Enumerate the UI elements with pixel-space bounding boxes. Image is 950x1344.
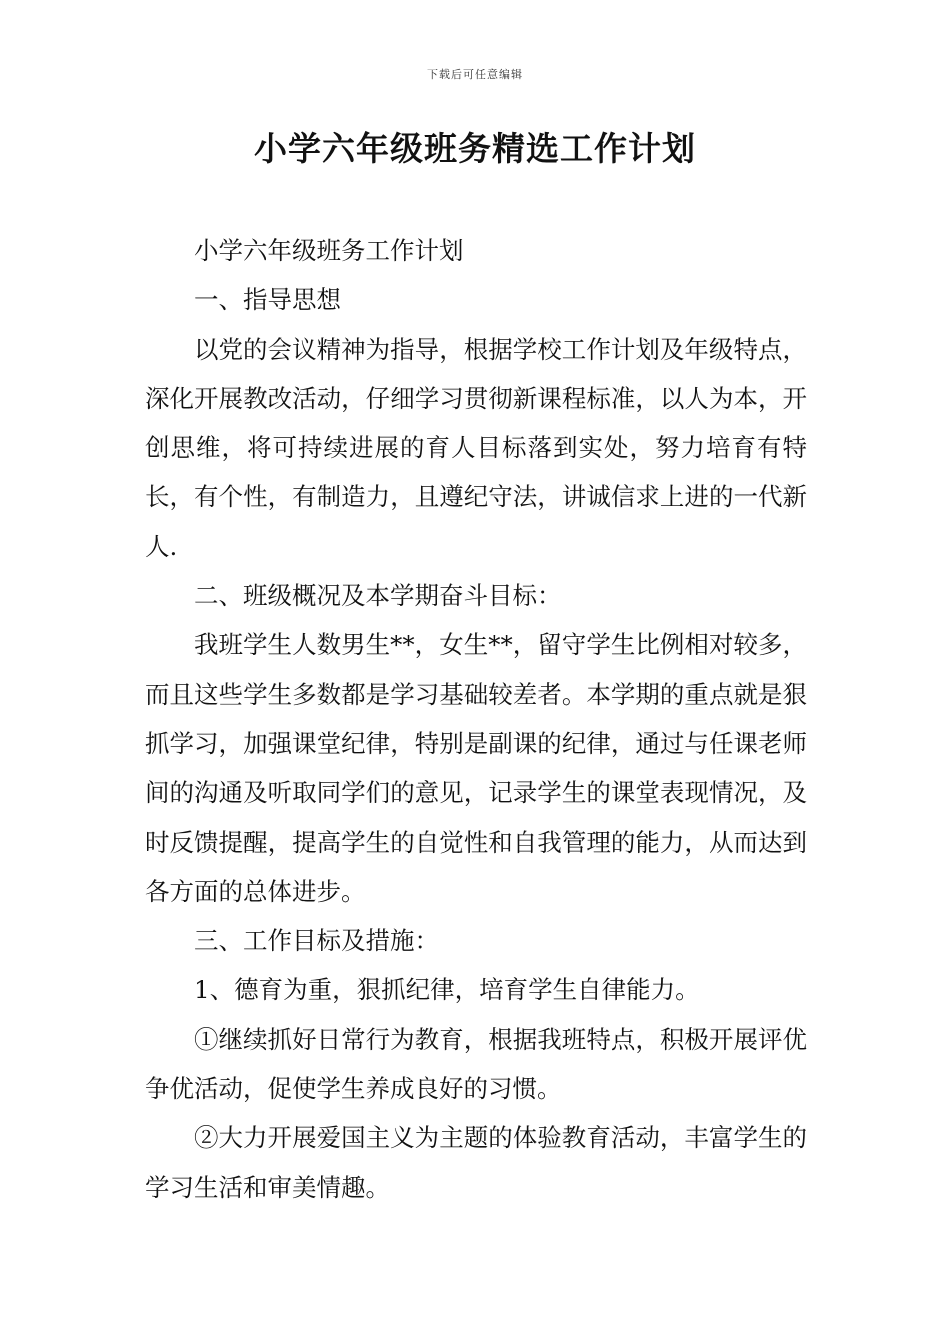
section-heading-goals-measures: 三、工作目标及措施： xyxy=(194,926,439,956)
header-note: 下载后可任意编辑 xyxy=(427,68,523,81)
subtitle-paragraph: 小学六年级班务工作计划 xyxy=(194,236,464,265)
list-item-moral-education: 1、德育为重，狠抓纪律，培育学生自律能力。 xyxy=(194,975,700,1005)
document-body xyxy=(145,226,807,1212)
document-title: 小学六年级班务精选工作计划 xyxy=(254,129,696,168)
section-heading-guiding-ideology: 一、指导思想 xyxy=(194,285,341,315)
list-item-patriotic-activities: ②大力开展爱国主义为主题的体验教育活动，丰富学生的学习生活和审美情趣。 xyxy=(145,1123,807,1202)
paragraph-guiding-ideology: 以党的会议精神为指导，根据学校工作计划及年级特点，深化开展教改活动，仔细学习贯彻新课程标准，以人为本，开创思维，将可持续进展的育人目标落到实处，努力培育有特长，有个性，有制造力，且遵纪守法，讲诚信求上进的一代新人. xyxy=(145,334,807,561)
list-item-daily-behavior: ①继续抓好日常行为教育，根据我班特点，积极开展评优争优活动，促使学生养成良好的习惯。 xyxy=(145,1024,807,1104)
section-heading-class-overview: 二、班级概况及本学期奋斗目标： xyxy=(194,581,562,611)
paragraph-class-overview: 我班学生人数男生**，女生**，留守学生比例相对较多，而且这些学生多数都是学习基础较差者。本学期的重点就是狠抓学习，加强课堂纪律，特别是副课的纪律，通过与任课老师间的沟通及听取同学们的意见，记录学生的课堂表现情况，及时反馈提醒，提高学生的自觉性和自我管理的能力，从而达到各方面的总体进步。 xyxy=(145,630,807,906)
